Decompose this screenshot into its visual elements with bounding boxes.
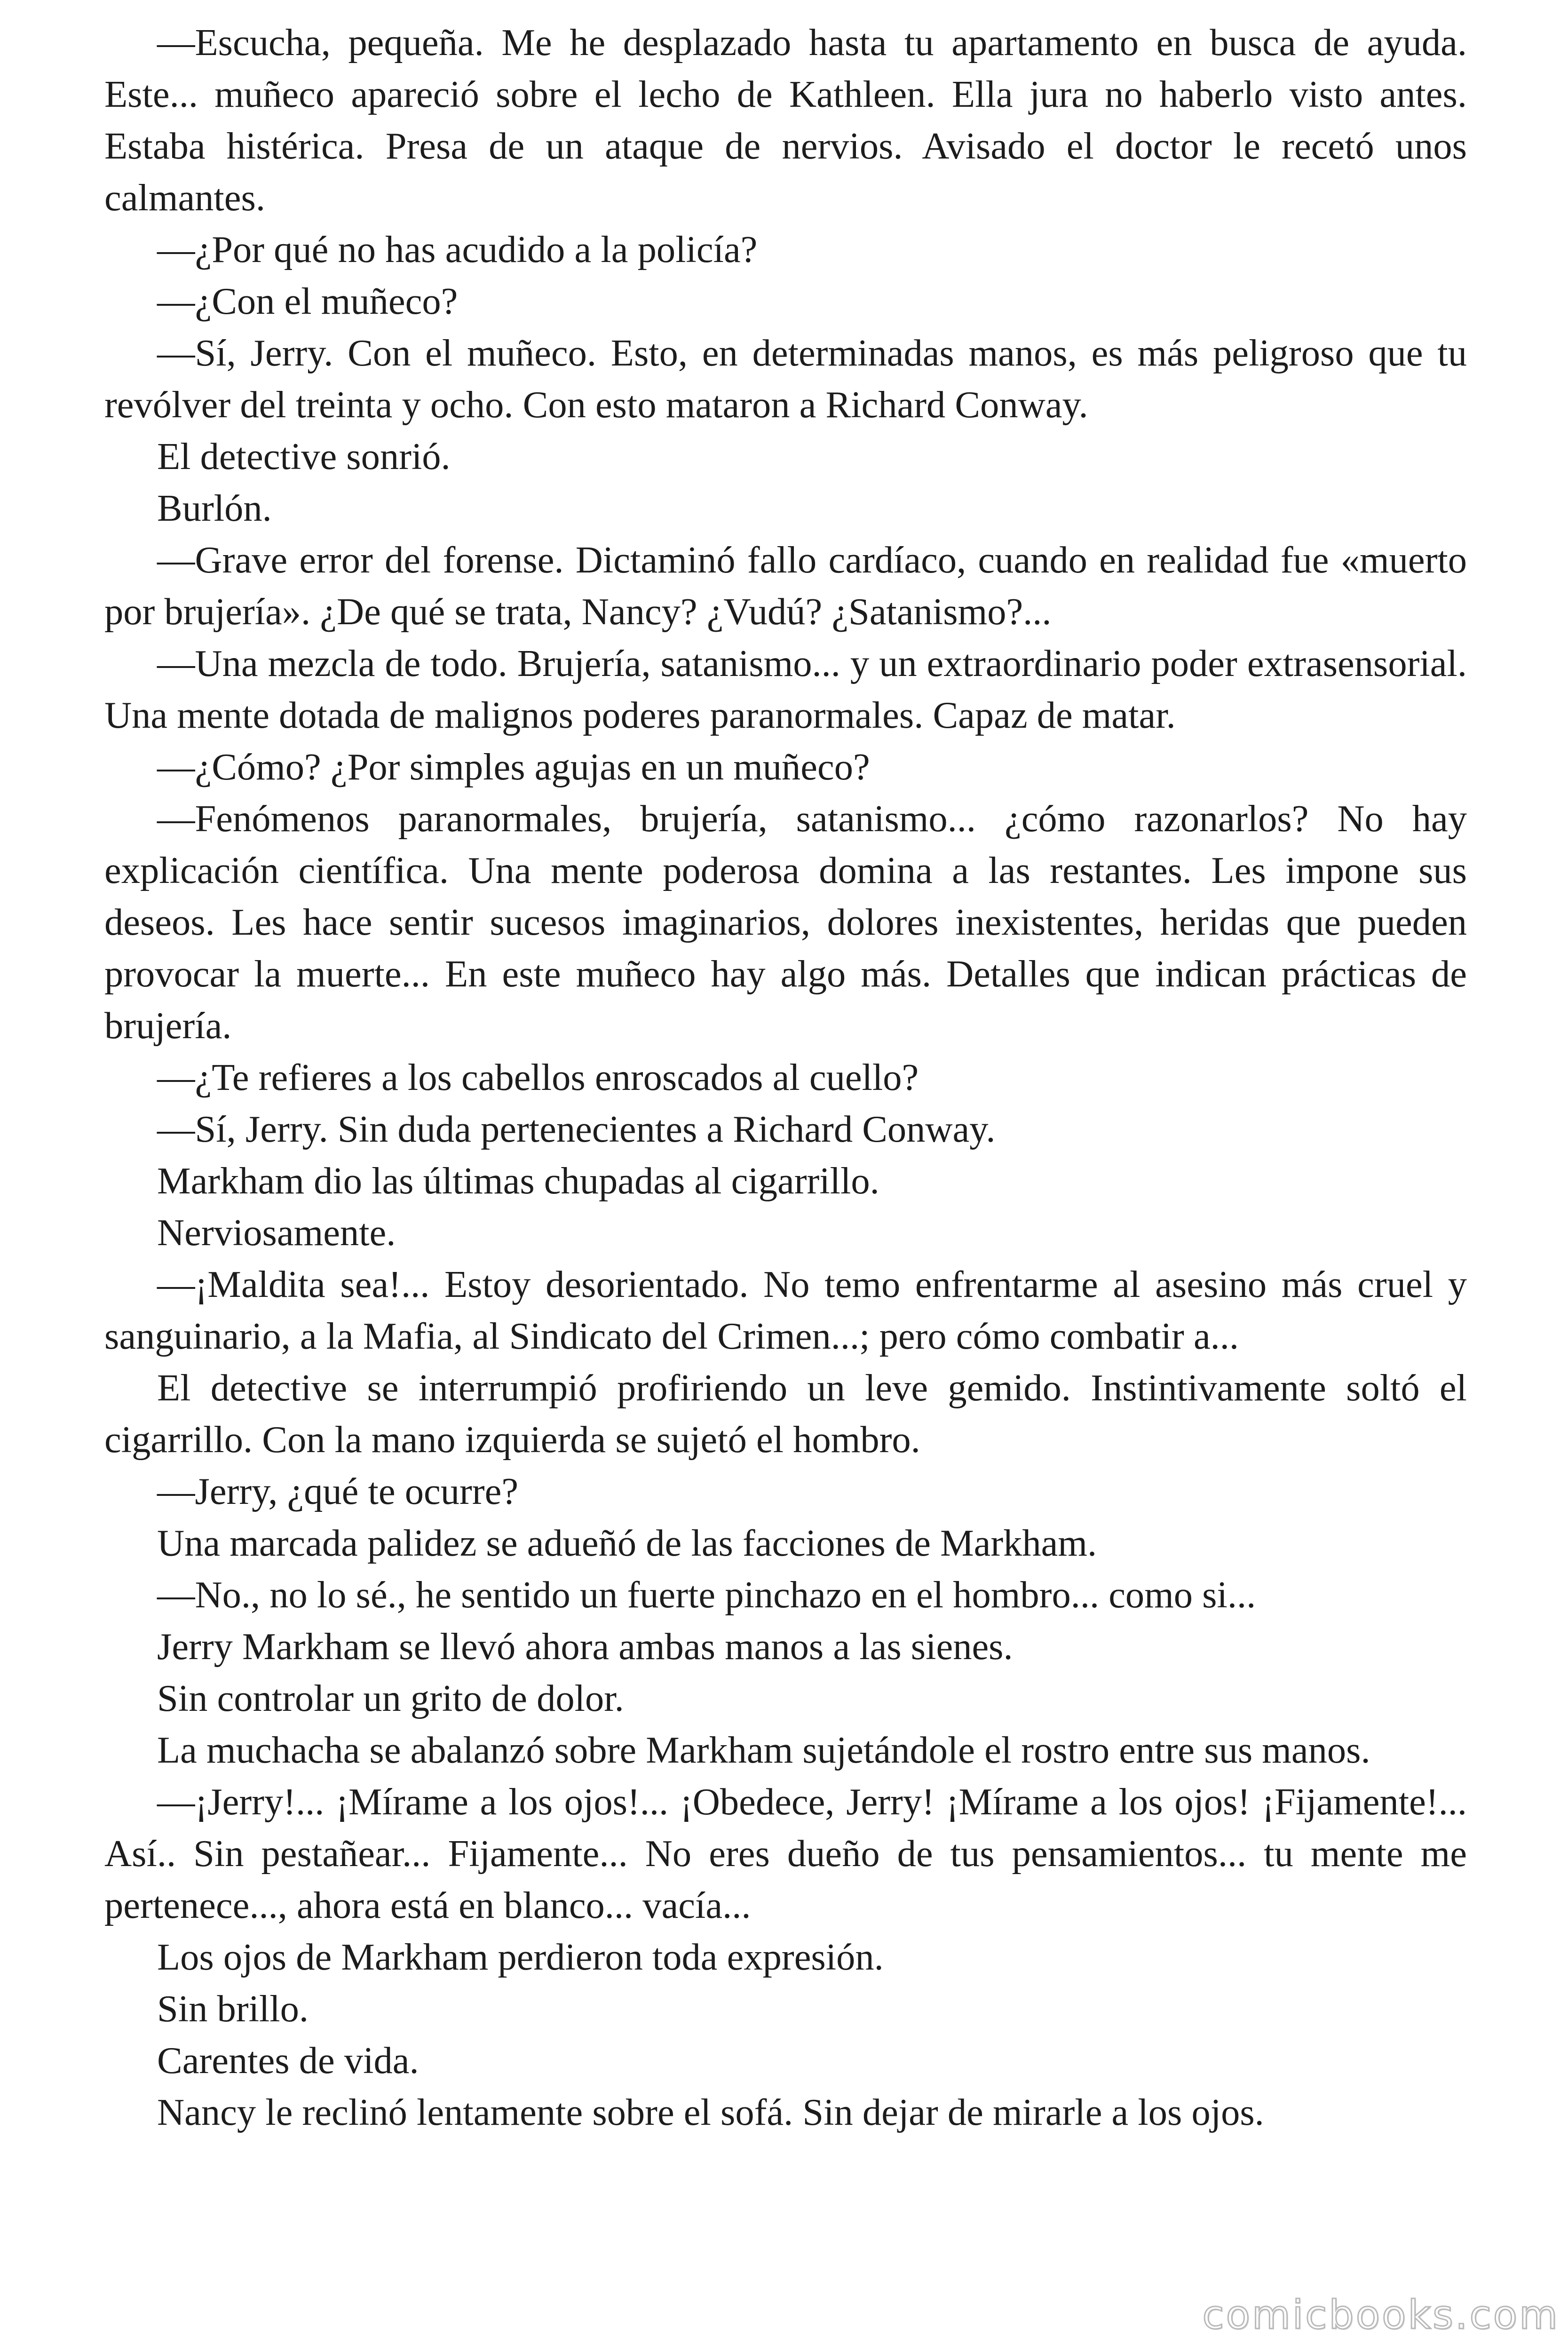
paragraph: Sin controlar un grito de dolor. — [157, 1677, 624, 1719]
paragraph: —¿Con el muñeco? — [157, 280, 458, 322]
paragraph: El detective se interrumpió profiriendo un leve gemido. Instintivamente soltó el cigarrillo. Con la mano izquierda se sujetó el hombro. — [104, 1367, 1467, 1461]
paragraph: —No., no lo sé., he sentido un fuerte pinchazo en el hombro... como si... — [157, 1574, 1256, 1616]
paragraph: Carentes de vida. — [157, 2040, 419, 2082]
paragraph: Jerry Markham se llevó ahora ambas manos a las sienes. — [157, 1626, 1013, 1668]
paragraph: Nerviosamente. — [157, 1212, 396, 1254]
paragraph: —¡Jerry!... ¡Mírame a los ojos!... ¡Obedece, Jerry! ¡Mírame a los ojos! ¡Fijamente!... Así.. Sin pestañear... Fijamente... No eres dueño de tus pensamientos... tu mente me pertenece..., ahora está en blanco... vacía... — [104, 1781, 1467, 1926]
paragraph: —¿Cómo? ¿Por simples agujas en un muñeco? — [157, 746, 870, 788]
paragraph: Los ojos de Markham perdieron toda expresión. — [157, 1936, 884, 1978]
paragraph: —Jerry, ¿qué te ocurre? — [157, 1470, 519, 1512]
paragraph: Nancy le reclinó lentamente sobre el sofá. Sin dejar de mirarle a los ojos. — [157, 2091, 1264, 2133]
paragraph: —Sí, Jerry. Sin duda pertenecientes a Richard Conway. — [157, 1108, 996, 1150]
paragraph: —Escucha, pequeña. Me he desplazado hasta tu apartamento en busca de ayuda. Este... muñeco apareció sobre el lecho de Kathleen. Ella jura no haberlo visto antes. Estaba histérica. Presa de un ataque de nervios. Avisado el doctor le recetó unos calmantes. — [104, 22, 1467, 219]
paragraph: —¡Maldita sea!... Estoy desorientado. No temo enfrentarme al asesino más cruel y sanguinario, a la Mafia, al Sindicato del Crimen...; pero cómo combatir a... — [104, 1263, 1467, 1357]
paragraph: El detective sonrió. — [157, 436, 451, 477]
paragraph: Burlón. — [157, 487, 272, 529]
paragraph: Markham dio las últimas chupadas al cigarrillo. — [157, 1160, 879, 1202]
paragraph: —Una mezcla de todo. Brujería, satanismo... y un extraordinario poder extrasensorial. Una mente dotada de malignos poderes paranormales. Capaz de matar. — [104, 643, 1467, 736]
document-page — [104, 17, 1467, 2138]
paragraph: —Fenómenos paranormales, brujería, satanismo... ¿cómo razonarlos? No hay explicación científica. Una mente poderosa domina a las restantes. Les impone sus deseos. Les hace sentir sucesos imaginarios, dolores inexistentes, heridas que pueden provocar la muerte... En este muñeco hay algo más. Detalles que indican prácticas de brujería. — [104, 798, 1467, 1047]
paragraph: —¿Por qué no has acudido a la policía? — [157, 229, 758, 270]
paragraph: —Grave error del forense. Dictaminó fallo cardíaco, cuando en realidad fue «muerto por brujería». ¿De qué se trata, Nancy? ¿Vudú? ¿Satanismo?... — [104, 539, 1467, 633]
paragraph: —Sí, Jerry. Con el muñeco. Esto, en determinadas manos, es más peligroso que tu revólver del treinta y ocho. Con esto mataron a Richard Conway. — [104, 332, 1467, 426]
paragraph: —¿Te refieres a los cabellos enroscados al cuello? — [157, 1057, 919, 1098]
paragraph: Una marcada palidez se adueñó de las facciones de Markham. — [157, 1522, 1097, 1564]
paragraph: La muchacha se abalanzó sobre Markham sujetándole el rostro entre sus manos. — [157, 1729, 1370, 1771]
site-watermark: comicbooks.com — [1202, 2292, 1560, 2338]
paragraph: Sin brillo. — [157, 1988, 309, 2030]
